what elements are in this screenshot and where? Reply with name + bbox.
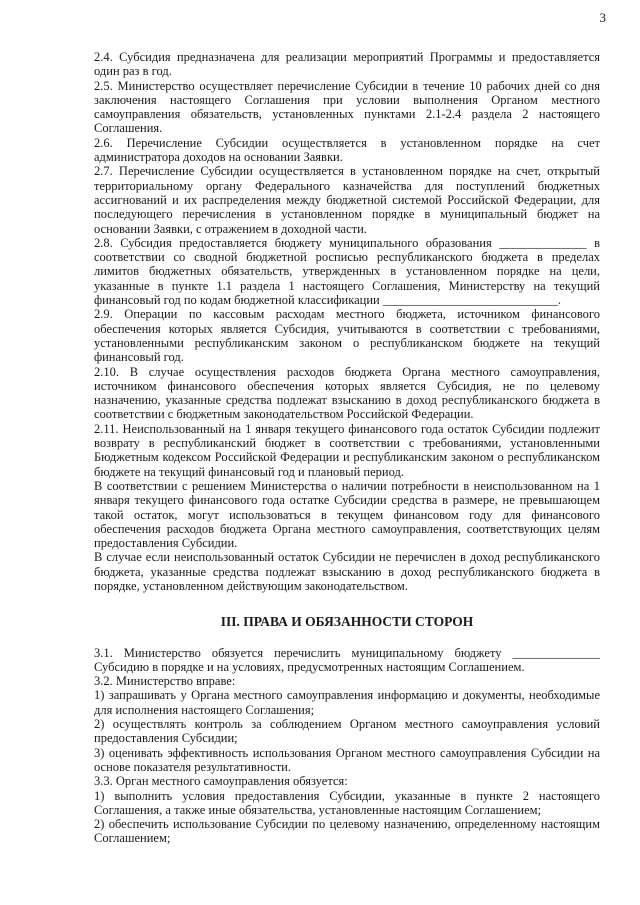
paragraph-2-9: 2.9. Операции по кассовым расходам местного бюджета, источником финансового обеспечения которых является Субсидия, учитываются в соответствии с требованиями, установленными республиканским законом о республиканском бюджете на текущий финансовый год. [94, 307, 600, 365]
paragraph-2-11: 2.11. Неиспользованный на 1 января текущего финансового года остаток Субсидии подлежит возврату в республиканский бюджет в соответствии с требованиями, установленными Бюджетным кодексом Российской Федерации и республиканским законом о республиканском бюджете на текущий финансовый год и плановый период. [94, 421, 600, 479]
paragraph-2-5: 2.5. Министерство осуществляет перечисление Субсидии в течение 10 рабочих дней со дня заключения настоящего Соглашения при условии выполнения Органом местного самоуправления обязательств, установленных пунктами 2.1-2.4 раздела 2 настоящего Соглашения. [94, 78, 600, 136]
paragraph-3-3-item-2: 2) обеспечить использование Субсидии по целевому назначению, определенному настоящим Соглашением; [94, 817, 600, 846]
paragraph-2-8: 2.8. Субсидия предоставляется бюджету муниципального образования ______________ в соответствии со сводной бюджетной росписью республиканского бюджета в пределах лимитов бюджетных обязательств, утвержденных в установленном порядке на цели, указанные в пункте 1.1 раздела 1 настоящего Соглашения, Министерству на текущий финансовый год по кодам бюджетной классификации ____________________________. [94, 235, 600, 308]
paragraph-3-2-item-3: 3) оценивать эффективность использования Органом местного самоуправления Субсидии на основе показателя результативности. [94, 745, 600, 774]
paragraph-3-1: 3.1. Министерство обязуется перечислить муниципальному бюджету ______________ Субсидию в порядке и на условиях, предусмотренных настоящим Соглашением. [94, 645, 600, 674]
paragraph-3-2: 3.2. Министерство вправе: [94, 674, 236, 689]
page-number: 3 [599, 10, 606, 25]
paragraph-2-6: 2.6. Перечисление Субсидии осуществляется в установленном порядке на счет администратора доходов на основании Заявки. [94, 135, 600, 165]
paragraph-2-11-continuation: В соответствии с решением Министерства о наличии потребности в неиспользованном на 1 января текущего финансового года остатке Субсидии средства в размере, не превышающем такой остаток, могут использоваться в текущем финансовом году для финансового обеспечения расходов бюджета Органа местного самоуправления, соответствующих целям предоставления Субсидии. [94, 478, 600, 551]
paragraph-2-4: 2.4. Субсидия предназначена для реализации мероприятий Программы и предоставляется один раз в год. [94, 50, 600, 79]
section-heading: III. ПРАВА И ОБЯЗАННОСТИ СТОРОН [220, 614, 474, 630]
document-body [94, 50, 600, 846]
paragraph-2-7: 2.7. Перечисление Субсидии осуществляется в установленном порядке на счет, открытый территориальному органу Федерального казначейства для поступлений бюджетных ассигнований и их распределения между бюджетной системой Российской Федерации, для последующего перечисления в установленном порядке в муниципальный бюджет на основании Заявки, с отражением в доходной части. [94, 164, 600, 236]
paragraph-3-3-item-1: 1) выполнить условия предоставления Субсидии, указанные в пункте 2 настоящего Соглашения, а также иные обязательства, установленные настоящим Соглашением; [94, 788, 600, 817]
paragraph-2-11-recovery: В случае если неиспользованный остаток Субсидии не перечислен в доход республиканского бюджета, указанные средства подлежат взысканию в доход республиканского бюджета в порядке, установленном действующим законодательством. [94, 550, 600, 593]
paragraph-3-3: 3.3. Орган местного самоуправления обязуется: [94, 774, 348, 789]
paragraph-3-2-item-2: 2) осуществлять контроль за соблюдением Органом местного самоуправления условий предоставления Субсидии; [94, 717, 600, 746]
paragraph-2-10: 2.10. В случае осуществления расходов бюджета Органа местного самоуправления, источником финансового обеспечения которых является Субсидия, не по целевому назначению, указанные средства подлежат взысканию в доход республиканского бюджета в соответствии с бюджетным законодательством Российской Федерации. [94, 364, 600, 422]
paragraph-3-2-item-1: 1) запрашивать у Органа местного самоуправления информацию и документы, необходимые для исполнения настоящего Соглашения; [94, 688, 600, 717]
